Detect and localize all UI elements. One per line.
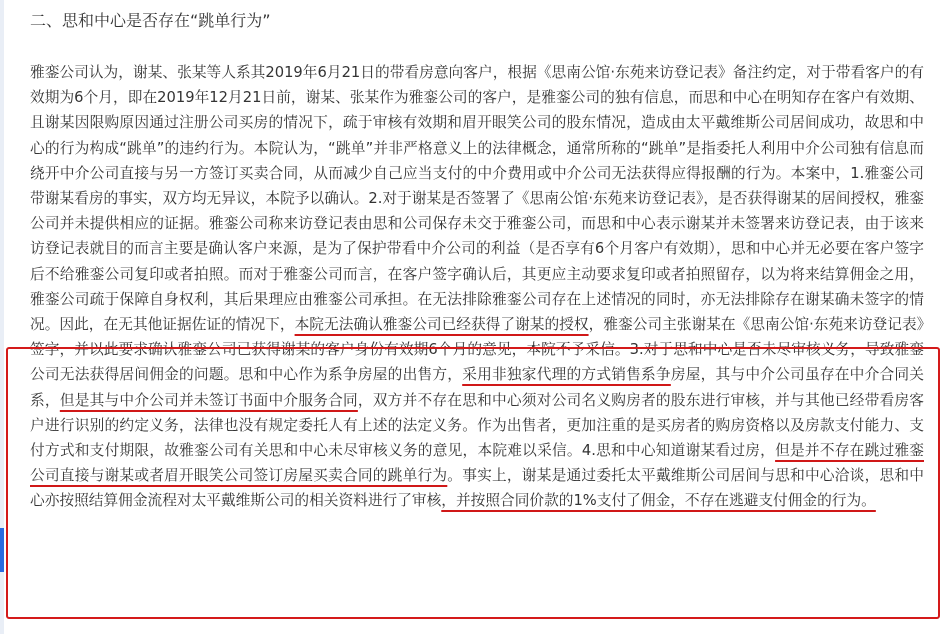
side-tab-marker[interactable] xyxy=(0,528,4,572)
paragraph-text: ，双方并不存在思和中心须对公司名义购房者的股东进行审核，并与其他已经带看房客户进行识别的约定义务，法律也没有规定委托人有上述的法定义务。作为出售者，更加注重的是买房者的购房资格以及房款支付能力、支付方式和支付期限，故雅銮公司有关思和中心未尽审核义务的意见，本院难以采信。4.思和中心知道谢某看过房， xyxy=(30,391,924,460)
highlight-no-skip-order: 但是并不存在跳过雅銮公司直接与谢某或者眉开眼笑公司签订房屋买卖合同的跳单行为 xyxy=(30,442,924,485)
section-heading: 二、思和中心是否存在“跳单行为” xyxy=(30,11,271,30)
paragraph-text: 雅銮公司认为，谢某、张某等人系其2019年6月21日的带看房意向客户，根据《思南公馆·东苑来访登记表》备注约定，对于带看客户的有效期为6个月，即在2019年12月21日前，谢某、张某作为雅銮公司的客户，是雅銮公司的独有信息，而思和中心在明知存在客户有效期、且谢某因限购原因通过注册公司买房的情况下，疏于审核有效期和眉开眼笑公司的股东情况，造成由太平戴维斯公司居间成功，故思和中心的行为构成“跳单”的违约行为。本院认为，“跳单”并非严格意义上的法律概念，通常所称的“跳单”是指委托人利用中介公司独有信息而绕开中介公司直接与另一方签订买卖合同，从而减少自己应当支付的中介费用或中介公司无法获得应得报酬的行为。本案中，1.雅銮公司带谢某看房的事实，双方均无异议，本院予以确认。2.对于谢某是否签署了《思南公馆·东苑来访登记表》，是否获得谢某的居间授权，雅銮公司并未提供相应的证据。雅銮公司称来访登记表由思和公司保存未交于雅銮公司，而思和中心表示谢某并未签署来访登记表，由于该来访登记表就目的而言主要是确认客户来源，是为了保护带看中介公司的利益（是否享有6个月客户有效期），思和中心并无必要在客户签字后不给雅銮公司复印或者拍照。而对于雅銮公司而言，在客户签字确认后，其更应主动要求复印或者拍照留存，以为将来结算佣金之用，雅銮公司疏于保障自身权利，其后果理应由雅銮公司承担。在无法排除雅銮公司存在上述情况的同时，亦无法排除存在谢某确未签字的情况。因此，在无其他证据佐证的情况下， xyxy=(30,64,924,334)
highlight-commission-paid: ，并按照合同价款的1%支付了佣金，不存在逃避支付佣金的行为。 xyxy=(441,492,876,510)
highlight-no-authorization: 本院无法确认雅銮公司已经获得了谢某的授权 xyxy=(294,316,589,334)
paragraph-text: 房屋，其与中介公司虽存在中介合同关系， xyxy=(30,366,924,409)
section-paragraph xyxy=(30,60,924,514)
highlight-non-exclusive-agency: 采用非独家代理的方式销售系争 xyxy=(462,366,671,384)
paragraph-text: 。事实上，谢某是通过委托太平戴维斯公司居间与思和中心洽谈，思和中心亦按照结算佣金流程对太平戴维斯公司的相关资料进行了审核 xyxy=(30,467,924,510)
paragraph-text: ，雅銮公司主张谢某在《思南公馆·东苑来访登记表》签字，并以此要求确认雅銮公司已获得谢某的客户身份有效期6个月的意见，本院不予采信。3.对于思和中心是否未尽审核义务，导致雅銮公司无法获得居间佣金的问题。思和中心作为系争房屋的出售方， xyxy=(30,316,924,384)
highlight-no-written-contract: 但是其与中介公司并未签订书面中介服务合同 xyxy=(59,391,358,409)
